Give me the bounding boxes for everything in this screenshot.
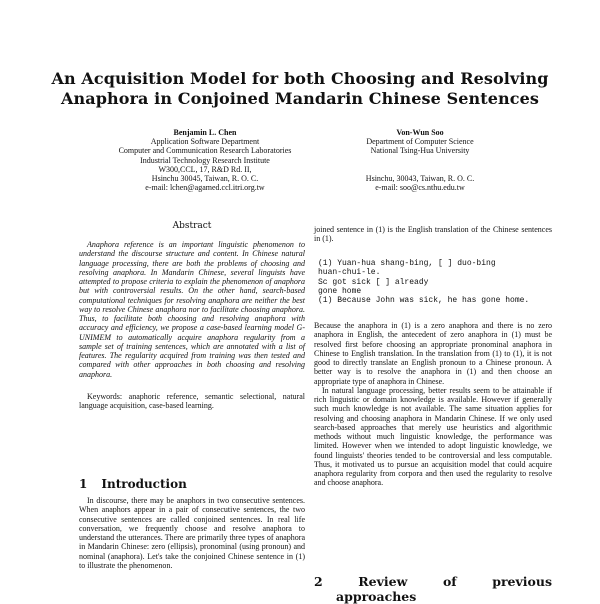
keywords-text: Keywords: anaphoric reference, semantic selectional, natural language acquisition, case-based learning. [79, 392, 305, 411]
section-number: 1 [79, 477, 88, 491]
example-line: (1) Because John was sick, he has gone home. [318, 296, 530, 306]
author-line: W300,CCL, 17, R&D Rd. II, [158, 164, 252, 174]
paper-title-line1: An Acquisition Model for both Choosing and Resolving [51, 69, 549, 88]
example-line: (1) Yuan-hua shang-bing, [ ] duo-bing [318, 259, 496, 268]
introduction-text: In discourse, there may be anaphors in two consecutive sentences. When anaphors appear in a pair of consecutive sentences, the two consecutive sentences are called conjoined sentences. In real life conversation, we frequently choose and resolve anaphora to understand the utterances. There are primarily three types of anaphora in Mandarin Chinese: zero (ellipsis), pronominal (using pronoun) and nominal (anaphora). Let's take the conjoined Chinese sentence in (1) to illustrate the phenomenon. [79, 496, 305, 570]
section-number: 2 [314, 574, 323, 589]
author-line: Computer and Communication Research Laboratories [118, 146, 292, 156]
right-column-body [314, 321, 552, 488]
section-title: Introduction [101, 477, 187, 491]
section-word: of [442, 574, 457, 589]
abstract-heading: Abstract [172, 221, 212, 231]
author-line: e-mail: soo@cs.nthu.edu.tw [375, 183, 465, 193]
example-line: huan-chui-le. [318, 268, 381, 278]
example-line: gone home [318, 286, 362, 296]
section-word: previous [492, 574, 552, 589]
author-line [330, 165, 510, 174]
abstract-text: Anaphora reference is an important linguistic phenomenon to understand the discourse structure and content. In Chinese natural language processing, there are both the problems of choosing and resolving anaphora. In Mandarin Chinese, several linguists have attempted to propose criteria to explain the phenomenon of anaphora but with controversial results. On the other hand, search-based computational techniques for resolving anaphora are neither the best way to resolve Chinese anaphora nor to facilitate choosing anaphora. Thus, to facilitate both choosing and resolving anaphora with accuracy and efficiency, we propose a case-based learning model G-UNIMEM to automatically acquire anaphora regularity from a sample set of training sentences, which are annotated with a list of features. The regularity acquired from training was then tested and compared with other approaches in both choosing and resolving anaphora. [79, 240, 305, 379]
section-2-heading [314, 574, 552, 589]
author-name: Benjamin L. Chen [173, 128, 237, 137]
author-line: National Tsing-Hua University [370, 146, 470, 156]
keywords [79, 392, 305, 411]
example-line: Sc got sick [ ] already [318, 277, 429, 287]
section-2-heading-line2: approaches [336, 589, 417, 604]
author-line: Application Software Department [150, 137, 260, 147]
right-intro-text: joined sentence in (1) is the English translation of the Chinese sentences in (1). [314, 225, 552, 244]
author-line: Department of Computer Science [366, 137, 474, 147]
abstract-body [79, 240, 305, 379]
author-line: Hsinchu 30045, Taiwan, R. O. C. [151, 174, 259, 184]
section-1-heading [79, 477, 187, 491]
author-name: Von-Wun Soo [396, 128, 444, 137]
example-sentence [318, 259, 554, 305]
introduction-body [79, 496, 305, 570]
author-block-1 [95, 128, 315, 192]
paper-title-line2: Anaphora in Conjoined Mandarin Chinese Sentences [61, 89, 539, 108]
section-word: Review [358, 574, 408, 589]
author-block-2 [330, 128, 510, 192]
author-line: Industrial Technology Research Institute [140, 155, 270, 165]
author-line: e-mail: lchen@agamed.ccl.itri.org.tw [145, 183, 265, 193]
author-line: Hsinchu, 30043, Taiwan, R. O. C. [365, 174, 475, 184]
right-column-intro [314, 225, 552, 244]
author-line [330, 156, 510, 165]
right-body-paragraph-1: Because the anaphora in (1) is a zero anaphora and there is no zero anaphora in English, the antecedent of zero anaphora in (1) must be resolved first before choosing an appropriate pronominal anaphora in Chinese to English translation. In the translation from (1) to (1), it is not good to directly translate an English pronoun to a Chinese pronoun. A better way is to resolve the anaphora in (1) and then choose an appropriate type of anaphora in Chinese. [314, 321, 552, 386]
right-body-paragraph-2: In natural language processing, better results seem to be attainable if rich linguistic or domain knowledge is available. However if generally such much knowledge is not available. The same situation applies for resolving and choosing anaphora in Mandarin Chinese. If we only used search-based approaches that merely use heuristics and algorithmic methods without much linguistic knowledge, the performance was limited. However when we intended to adopt linguistic knowledge, we found linguists' theories tended to be controversial and less computable. Thus, it motivated us to pursue an acquisition model that could acquire anaphora regularity from corpora and then used the regularity to resolve and choose anaphora. [314, 385, 552, 488]
